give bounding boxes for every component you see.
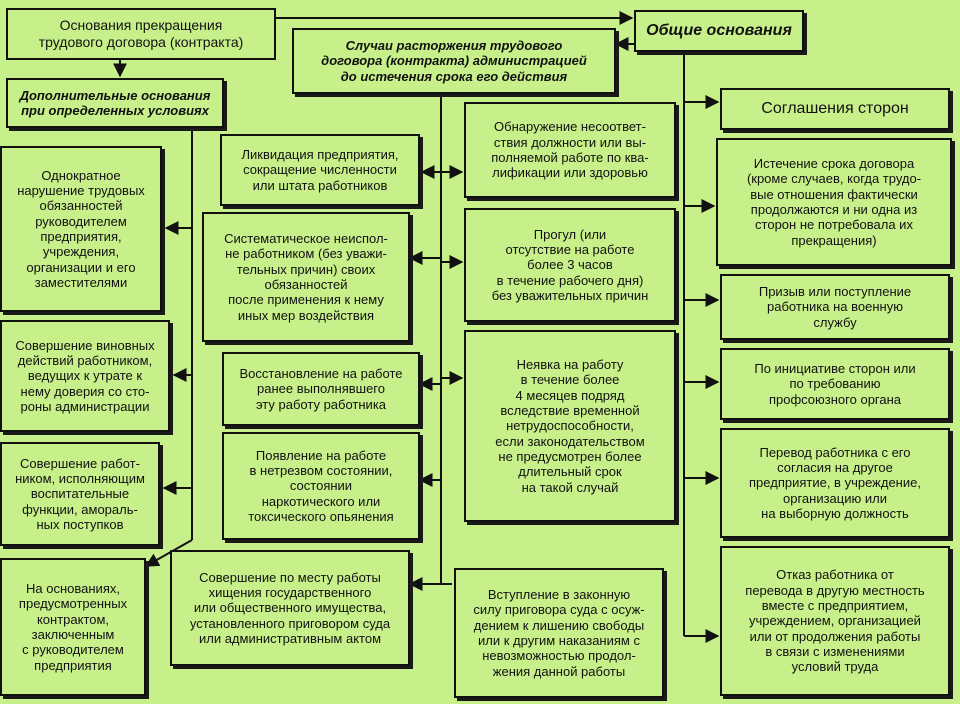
main-title-box: Основания прекращения трудового договора (контракта) bbox=[6, 8, 276, 60]
right-item-6: Отказ работника от перевода в другую местность вместе с предприятием, учреждением, организацией или от продолжения работы в связи с изменениями условий труда bbox=[720, 546, 950, 696]
left-item-4: На основаниях, предусмотренных контрактом, заключенным с руководителем предприятия bbox=[0, 558, 146, 696]
right-item-5: Перевод работника с его согласия на другое предприятие, в учреждение, организацию или на выборную должность bbox=[720, 428, 950, 538]
center-left-item-5: Совершение по месту работы хищения государственного или общественного имущества, установленного приговором суда или административным актом bbox=[170, 550, 410, 666]
left-item-2: Совершение виновных действий работником, ведущих к утрате к нему доверия со сто- роны администрации bbox=[0, 320, 170, 432]
center-left-item-2: Систематическое неиспол- не работником (без уважи- тельных причин) своих обязанностей после применения к нему иных мер воздействия bbox=[202, 212, 410, 342]
center-left-item-1: Ликвидация предприятия, сокращение численности или штата работников bbox=[220, 134, 420, 206]
center-right-item-2: Прогул (или отсутствие на работе более 3 часов в течение рабочего дня) без уважительных причин bbox=[464, 208, 676, 322]
left-item-1: Однократное нарушение трудовых обязанностей руководителем предприятия, учреждения, организации и его заместителями bbox=[0, 146, 162, 312]
center-right-item-1: Обнаружение несоответ- ствия должности или вы- полняемой работе по ква- лификации или здоровью bbox=[464, 102, 676, 198]
right-item-2: Истечение срока договора (кроме случаев, когда трудо- вые отношения фактически продолжаются и ни одна из сторон не потребовала их прекращения) bbox=[716, 138, 952, 266]
general-grounds-box: Общие основания bbox=[634, 10, 804, 52]
center-left-item-3: Восстановление на работе ранее выполнявшего эту работу работника bbox=[222, 352, 420, 426]
center-right-item-3: Неявка на работу в течение более 4 месяцев подряд вследствие временной нетрудоспособности, если законодательством не предусмотрен более длительный срок на такой случай bbox=[464, 330, 676, 522]
left-item-3: Совершение работ- ником, исполняющим воспитательные функции, амораль- ных поступков bbox=[0, 442, 160, 546]
right-item-1: Соглашения сторон bbox=[720, 88, 950, 130]
admin-cases-box: Случаи расторжения трудового договора (контракта) администрацией до истечения срока его действия bbox=[292, 28, 616, 94]
right-item-3: Призыв или поступление работника на военную службу bbox=[720, 274, 950, 340]
additional-grounds-box: Дополнительные основания при определенных условиях bbox=[6, 78, 224, 128]
right-item-4: По инициативе сторон или по требованию профсоюзного органа bbox=[720, 348, 950, 420]
center-right-item-4: Вступление в законную силу приговора суда с осуж- дением к лишению свободы или к другим наказаниям с невозможностью продол- жения данной работы bbox=[454, 568, 664, 698]
center-left-item-4: Появление на работе в нетрезвом состоянии, состоянии наркотического или токсического опьянения bbox=[222, 432, 420, 540]
